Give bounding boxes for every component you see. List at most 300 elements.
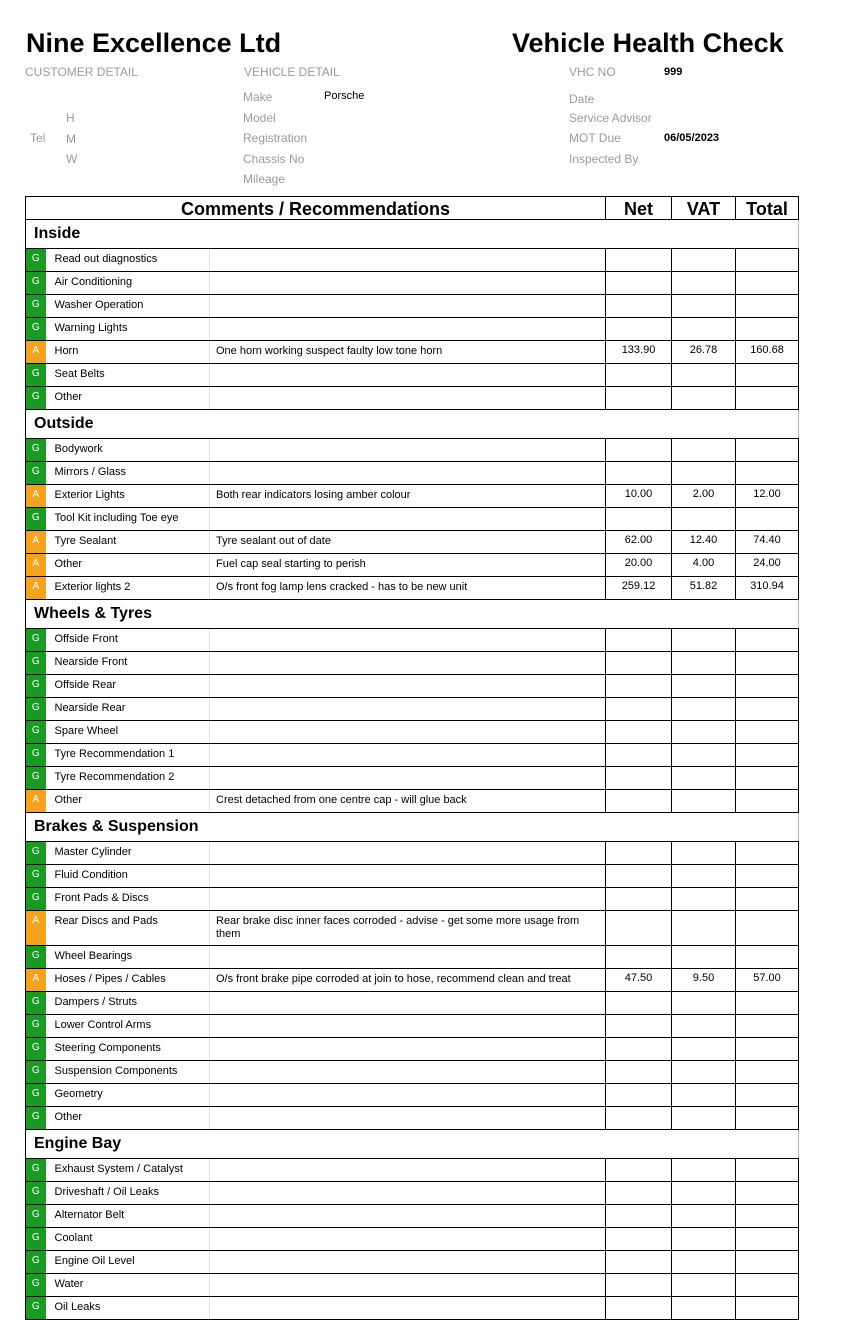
check-item-name: Other bbox=[46, 1107, 210, 1130]
status-badge: G bbox=[26, 865, 46, 888]
total-cell bbox=[736, 318, 799, 341]
table-row bbox=[26, 462, 799, 485]
check-item-name: Dampers / Struts bbox=[46, 992, 210, 1015]
vat-cell bbox=[672, 721, 736, 744]
vat-cell bbox=[672, 744, 736, 767]
vat-cell bbox=[672, 629, 736, 652]
check-item-name: Other bbox=[46, 790, 210, 813]
total-cell bbox=[736, 1274, 799, 1297]
section-header bbox=[26, 600, 799, 629]
net-cell bbox=[606, 842, 672, 865]
vat-cell bbox=[672, 911, 736, 946]
vat-cell bbox=[672, 865, 736, 888]
status-badge: G bbox=[26, 1182, 46, 1205]
table-row bbox=[26, 531, 799, 554]
comment-cell bbox=[210, 1159, 606, 1182]
comment-cell bbox=[210, 652, 606, 675]
vat-cell bbox=[672, 1297, 736, 1320]
table-row bbox=[26, 865, 799, 888]
mobile-phone-label: M bbox=[66, 132, 76, 146]
check-item-name: Exhaust System / Catalyst bbox=[46, 1159, 210, 1182]
vhc-no-value: 999 bbox=[664, 66, 683, 78]
make-label: Make bbox=[243, 90, 273, 104]
net-cell bbox=[606, 1182, 672, 1205]
net-cell bbox=[606, 272, 672, 295]
total-cell: 12.00 bbox=[736, 485, 799, 508]
vat-cell: 4.00 bbox=[672, 554, 736, 577]
net-cell bbox=[606, 629, 672, 652]
status-badge: A bbox=[26, 531, 46, 554]
check-item-name: Offside Front bbox=[46, 629, 210, 652]
comment-cell bbox=[210, 364, 606, 387]
check-item-name: Air Conditioning bbox=[46, 272, 210, 295]
table-row bbox=[26, 969, 799, 992]
vat-cell bbox=[672, 946, 736, 969]
model-label: Model bbox=[243, 111, 276, 125]
vat-cell bbox=[672, 462, 736, 485]
status-badge: A bbox=[26, 577, 46, 600]
vat-cell: 12.40 bbox=[672, 531, 736, 554]
table-row bbox=[26, 364, 799, 387]
comment-cell bbox=[210, 295, 606, 318]
total-cell: 310.94 bbox=[736, 577, 799, 600]
net-cell bbox=[606, 888, 672, 911]
comment-cell: Fuel cap seal starting to perish bbox=[210, 554, 606, 577]
comment-cell: One horn working suspect faulty low tone horn bbox=[210, 341, 606, 364]
comment-cell bbox=[210, 439, 606, 462]
comment-cell bbox=[210, 675, 606, 698]
vat-cell bbox=[672, 1205, 736, 1228]
check-item-name: Exterior Lights bbox=[46, 485, 210, 508]
net-cell bbox=[606, 1015, 672, 1038]
comment-cell bbox=[210, 865, 606, 888]
vat-cell: 51.82 bbox=[672, 577, 736, 600]
net-cell bbox=[606, 462, 672, 485]
table-row bbox=[26, 1015, 799, 1038]
vat-cell bbox=[672, 652, 736, 675]
comment-cell bbox=[210, 1228, 606, 1251]
total-cell bbox=[736, 1038, 799, 1061]
comment-cell bbox=[210, 1084, 606, 1107]
check-item-name: Offside Rear bbox=[46, 675, 210, 698]
total-cell bbox=[736, 629, 799, 652]
table-row bbox=[26, 1274, 799, 1297]
vat-cell bbox=[672, 698, 736, 721]
total-cell bbox=[736, 1084, 799, 1107]
table-row bbox=[26, 675, 799, 698]
comment-cell: O/s front brake pipe corroded at join to hose, recommend clean and treat bbox=[210, 969, 606, 992]
health-check-table bbox=[25, 196, 799, 1320]
total-cell: 24.00 bbox=[736, 554, 799, 577]
check-item-name: Nearside Front bbox=[46, 652, 210, 675]
comment-cell bbox=[210, 1107, 606, 1130]
total-cell bbox=[736, 888, 799, 911]
total-cell bbox=[736, 1297, 799, 1320]
check-item-name: Bodywork bbox=[46, 439, 210, 462]
vat-cell bbox=[672, 1061, 736, 1084]
check-item-name: Tyre Recommendation 1 bbox=[46, 744, 210, 767]
total-cell bbox=[736, 865, 799, 888]
mileage-label: Mileage bbox=[243, 172, 286, 186]
comment-cell bbox=[210, 1061, 606, 1084]
table-row bbox=[26, 1061, 799, 1084]
table-row bbox=[26, 387, 799, 410]
table-row bbox=[26, 1297, 799, 1320]
table-row bbox=[26, 992, 799, 1015]
mot-due-value: 06/05/2023 bbox=[664, 132, 720, 144]
table-row bbox=[26, 272, 799, 295]
tel-label: Tel bbox=[30, 131, 46, 145]
check-item-name: Wheel Bearings bbox=[46, 946, 210, 969]
table-row bbox=[26, 629, 799, 652]
check-item-name: Tyre Recommendation 2 bbox=[46, 767, 210, 790]
vat-cell bbox=[672, 1107, 736, 1130]
comment-cell bbox=[210, 318, 606, 341]
net-cell bbox=[606, 767, 672, 790]
status-badge: G bbox=[26, 744, 46, 767]
total-cell bbox=[736, 508, 799, 531]
net-cell bbox=[606, 364, 672, 387]
comment-cell: Crest detached from one centre cap - will glue back bbox=[210, 790, 606, 813]
net-cell bbox=[606, 1107, 672, 1130]
total-cell bbox=[736, 387, 799, 410]
status-badge: G bbox=[26, 508, 46, 531]
total-cell bbox=[736, 439, 799, 462]
section-header bbox=[26, 813, 799, 842]
check-item-name: Oil Leaks bbox=[46, 1297, 210, 1320]
total-cell bbox=[736, 698, 799, 721]
check-item-name: Lower Control Arms bbox=[46, 1015, 210, 1038]
comment-cell bbox=[210, 888, 606, 911]
vat-cell: 2.00 bbox=[672, 485, 736, 508]
net-cell: 259.12 bbox=[606, 577, 672, 600]
total-cell bbox=[736, 364, 799, 387]
vat-cell bbox=[672, 439, 736, 462]
chassis-label: Chassis No bbox=[243, 152, 305, 166]
customer-detail-label: CUSTOMER DETAIL bbox=[25, 65, 138, 79]
comment-cell bbox=[210, 1205, 606, 1228]
vat-cell bbox=[672, 675, 736, 698]
table-header-row bbox=[26, 197, 799, 220]
section-title: Wheels & Tyres bbox=[26, 600, 799, 629]
net-cell bbox=[606, 249, 672, 272]
net-column-header: Net bbox=[606, 197, 672, 220]
net-cell bbox=[606, 318, 672, 341]
check-item-name: Engine Oil Level bbox=[46, 1251, 210, 1274]
comment-cell bbox=[210, 698, 606, 721]
net-cell bbox=[606, 508, 672, 531]
total-cell bbox=[736, 992, 799, 1015]
mot-due-label: MOT Due bbox=[569, 131, 621, 145]
check-item-name: Seat Belts bbox=[46, 364, 210, 387]
table-row bbox=[26, 790, 799, 813]
status-badge: G bbox=[26, 1084, 46, 1107]
net-cell bbox=[606, 1297, 672, 1320]
status-badge: G bbox=[26, 364, 46, 387]
inspected-by-label: Inspected By bbox=[569, 152, 639, 166]
net-cell bbox=[606, 865, 672, 888]
table-body bbox=[26, 220, 799, 1320]
home-phone-label: H bbox=[66, 111, 75, 125]
check-item-name: Alternator Belt bbox=[46, 1205, 210, 1228]
check-item-name: Nearside Rear bbox=[46, 698, 210, 721]
comment-cell bbox=[210, 992, 606, 1015]
net-cell bbox=[606, 698, 672, 721]
total-cell bbox=[736, 842, 799, 865]
comment-cell bbox=[210, 1038, 606, 1061]
net-cell bbox=[606, 387, 672, 410]
status-badge: G bbox=[26, 272, 46, 295]
section-title: Inside bbox=[26, 220, 799, 249]
net-cell bbox=[606, 675, 672, 698]
registration-label: Registration bbox=[243, 131, 308, 145]
vat-cell bbox=[672, 364, 736, 387]
status-badge: G bbox=[26, 652, 46, 675]
vat-cell bbox=[672, 1084, 736, 1107]
status-badge: G bbox=[26, 1159, 46, 1182]
service-advisor-label: Service Advisor bbox=[569, 111, 652, 125]
check-item-name: Other bbox=[46, 387, 210, 410]
make-value: Porsche bbox=[324, 90, 365, 102]
document-title: Vehicle Health Check bbox=[512, 28, 784, 58]
total-cell bbox=[736, 295, 799, 318]
check-item-name: Mirrors / Glass bbox=[46, 462, 210, 485]
comment-cell: Tyre sealant out of date bbox=[210, 531, 606, 554]
check-item-name: Rear Discs and Pads bbox=[46, 911, 210, 946]
check-item-name: Warning Lights bbox=[46, 318, 210, 341]
check-item-name: Hoses / Pipes / Cables bbox=[46, 969, 210, 992]
check-item-name: Washer Operation bbox=[46, 295, 210, 318]
status-badge: G bbox=[26, 675, 46, 698]
total-cell: 74.40 bbox=[736, 531, 799, 554]
check-item-name: Tool Kit including Toe eye bbox=[46, 508, 210, 531]
vat-cell bbox=[672, 888, 736, 911]
net-cell bbox=[606, 790, 672, 813]
net-cell: 10.00 bbox=[606, 485, 672, 508]
total-cell bbox=[736, 1228, 799, 1251]
table-row bbox=[26, 1084, 799, 1107]
vehicle-detail-label: VEHICLE DETAIL bbox=[244, 65, 340, 79]
total-cell bbox=[736, 767, 799, 790]
check-item-name: Exterior lights 2 bbox=[46, 577, 210, 600]
vat-cell bbox=[672, 1038, 736, 1061]
vat-cell: 9.50 bbox=[672, 969, 736, 992]
section-header bbox=[26, 220, 799, 249]
vat-cell bbox=[672, 1182, 736, 1205]
comment-cell bbox=[210, 387, 606, 410]
status-badge: G bbox=[26, 1228, 46, 1251]
total-cell bbox=[736, 1015, 799, 1038]
comment-cell bbox=[210, 1015, 606, 1038]
total-cell bbox=[736, 790, 799, 813]
check-item-name: Spare Wheel bbox=[46, 721, 210, 744]
vat-cell bbox=[672, 1015, 736, 1038]
status-badge: A bbox=[26, 554, 46, 577]
net-cell bbox=[606, 1061, 672, 1084]
net-cell bbox=[606, 1274, 672, 1297]
net-cell bbox=[606, 652, 672, 675]
status-badge: G bbox=[26, 698, 46, 721]
table-row bbox=[26, 698, 799, 721]
date-label: Date bbox=[569, 92, 595, 106]
table-row bbox=[26, 295, 799, 318]
total-cell: 160.68 bbox=[736, 341, 799, 364]
total-cell: 57.00 bbox=[736, 969, 799, 992]
comment-cell bbox=[210, 1251, 606, 1274]
net-cell bbox=[606, 1228, 672, 1251]
table-row bbox=[26, 1251, 799, 1274]
status-badge: G bbox=[26, 629, 46, 652]
comment-cell bbox=[210, 462, 606, 485]
check-item-name: Tyre Sealant bbox=[46, 531, 210, 554]
net-cell: 62.00 bbox=[606, 531, 672, 554]
vat-cell bbox=[672, 1274, 736, 1297]
comment-cell: O/s front fog lamp lens cracked - has to be new unit bbox=[210, 577, 606, 600]
vat-cell bbox=[672, 318, 736, 341]
comment-cell bbox=[210, 842, 606, 865]
check-item-name: Coolant bbox=[46, 1228, 210, 1251]
table-row bbox=[26, 1182, 799, 1205]
net-cell bbox=[606, 744, 672, 767]
section-title: Outside bbox=[26, 410, 799, 439]
table-row bbox=[26, 1228, 799, 1251]
vat-cell bbox=[672, 790, 736, 813]
status-badge: G bbox=[26, 1205, 46, 1228]
table-row bbox=[26, 508, 799, 531]
vat-cell bbox=[672, 1251, 736, 1274]
total-cell bbox=[736, 462, 799, 485]
status-badge: A bbox=[26, 341, 46, 364]
vat-cell bbox=[672, 249, 736, 272]
status-badge: G bbox=[26, 387, 46, 410]
check-item-name: Read out diagnostics bbox=[46, 249, 210, 272]
net-cell bbox=[606, 1084, 672, 1107]
total-cell bbox=[736, 272, 799, 295]
check-item-name: Steering Components bbox=[46, 1038, 210, 1061]
comment-cell bbox=[210, 272, 606, 295]
check-item-name: Other bbox=[46, 554, 210, 577]
total-cell bbox=[736, 1205, 799, 1228]
table-row bbox=[26, 767, 799, 790]
net-cell: 133.90 bbox=[606, 341, 672, 364]
net-cell bbox=[606, 1205, 672, 1228]
check-item-name: Horn bbox=[46, 341, 210, 364]
vat-cell bbox=[672, 1159, 736, 1182]
company-name: Nine Excellence Ltd bbox=[26, 28, 282, 58]
total-cell bbox=[736, 249, 799, 272]
status-badge: G bbox=[26, 767, 46, 790]
vhc-no-label: VHC NO bbox=[569, 65, 616, 79]
net-cell: 20.00 bbox=[606, 554, 672, 577]
table-row bbox=[26, 911, 799, 946]
check-item-name: Suspension Components bbox=[46, 1061, 210, 1084]
status-badge: G bbox=[26, 1251, 46, 1274]
comment-cell bbox=[210, 1182, 606, 1205]
table-row bbox=[26, 1205, 799, 1228]
total-cell bbox=[736, 721, 799, 744]
comment-cell bbox=[210, 629, 606, 652]
section-header bbox=[26, 1130, 799, 1159]
net-cell bbox=[606, 1038, 672, 1061]
total-cell bbox=[736, 652, 799, 675]
vat-cell bbox=[672, 992, 736, 1015]
table-row bbox=[26, 341, 799, 364]
status-badge: G bbox=[26, 842, 46, 865]
status-badge: G bbox=[26, 721, 46, 744]
vat-column-header: VAT bbox=[672, 197, 736, 220]
status-badge: G bbox=[26, 318, 46, 341]
section-title: Brakes & Suspension bbox=[26, 813, 799, 842]
total-column-header: Total bbox=[736, 197, 799, 220]
status-badge: A bbox=[26, 911, 46, 946]
table-row bbox=[26, 721, 799, 744]
check-item-name: Master Cylinder bbox=[46, 842, 210, 865]
status-badge: G bbox=[26, 1061, 46, 1084]
status-badge: A bbox=[26, 969, 46, 992]
table-row bbox=[26, 946, 799, 969]
vat-cell bbox=[672, 272, 736, 295]
table-row bbox=[26, 577, 799, 600]
total-cell bbox=[736, 744, 799, 767]
check-item-name: Water bbox=[46, 1274, 210, 1297]
comment-cell: Both rear indicators losing amber colour bbox=[210, 485, 606, 508]
net-cell bbox=[606, 946, 672, 969]
total-cell bbox=[736, 1159, 799, 1182]
comments-column-header: Comments / Recommendations bbox=[26, 197, 606, 220]
table-row bbox=[26, 554, 799, 577]
status-badge: G bbox=[26, 888, 46, 911]
net-cell bbox=[606, 1251, 672, 1274]
status-badge: G bbox=[26, 249, 46, 272]
net-cell bbox=[606, 295, 672, 318]
vat-cell bbox=[672, 767, 736, 790]
check-item-name: Geometry bbox=[46, 1084, 210, 1107]
comment-cell bbox=[210, 249, 606, 272]
comment-cell bbox=[210, 1274, 606, 1297]
status-badge: G bbox=[26, 1274, 46, 1297]
status-badge: G bbox=[26, 462, 46, 485]
vat-cell bbox=[672, 1228, 736, 1251]
check-item-name: Front Pads & Discs bbox=[46, 888, 210, 911]
table-row bbox=[26, 888, 799, 911]
table-row bbox=[26, 249, 799, 272]
comment-cell bbox=[210, 744, 606, 767]
comment-cell bbox=[210, 1297, 606, 1320]
table-row bbox=[26, 485, 799, 508]
vat-cell bbox=[672, 387, 736, 410]
table-row bbox=[26, 1159, 799, 1182]
table-row bbox=[26, 744, 799, 767]
status-badge: G bbox=[26, 946, 46, 969]
status-badge: G bbox=[26, 992, 46, 1015]
comment-cell bbox=[210, 721, 606, 744]
status-badge: G bbox=[26, 439, 46, 462]
total-cell bbox=[736, 675, 799, 698]
section-title: Engine Bay bbox=[26, 1130, 799, 1159]
table-row bbox=[26, 652, 799, 675]
vat-cell bbox=[672, 295, 736, 318]
status-badge: G bbox=[26, 1107, 46, 1130]
total-cell bbox=[736, 946, 799, 969]
net-cell: 47.50 bbox=[606, 969, 672, 992]
net-cell bbox=[606, 439, 672, 462]
total-cell bbox=[736, 1251, 799, 1274]
status-badge: A bbox=[26, 485, 46, 508]
net-cell bbox=[606, 992, 672, 1015]
table-row bbox=[26, 318, 799, 341]
table-row bbox=[26, 842, 799, 865]
total-cell bbox=[736, 911, 799, 946]
